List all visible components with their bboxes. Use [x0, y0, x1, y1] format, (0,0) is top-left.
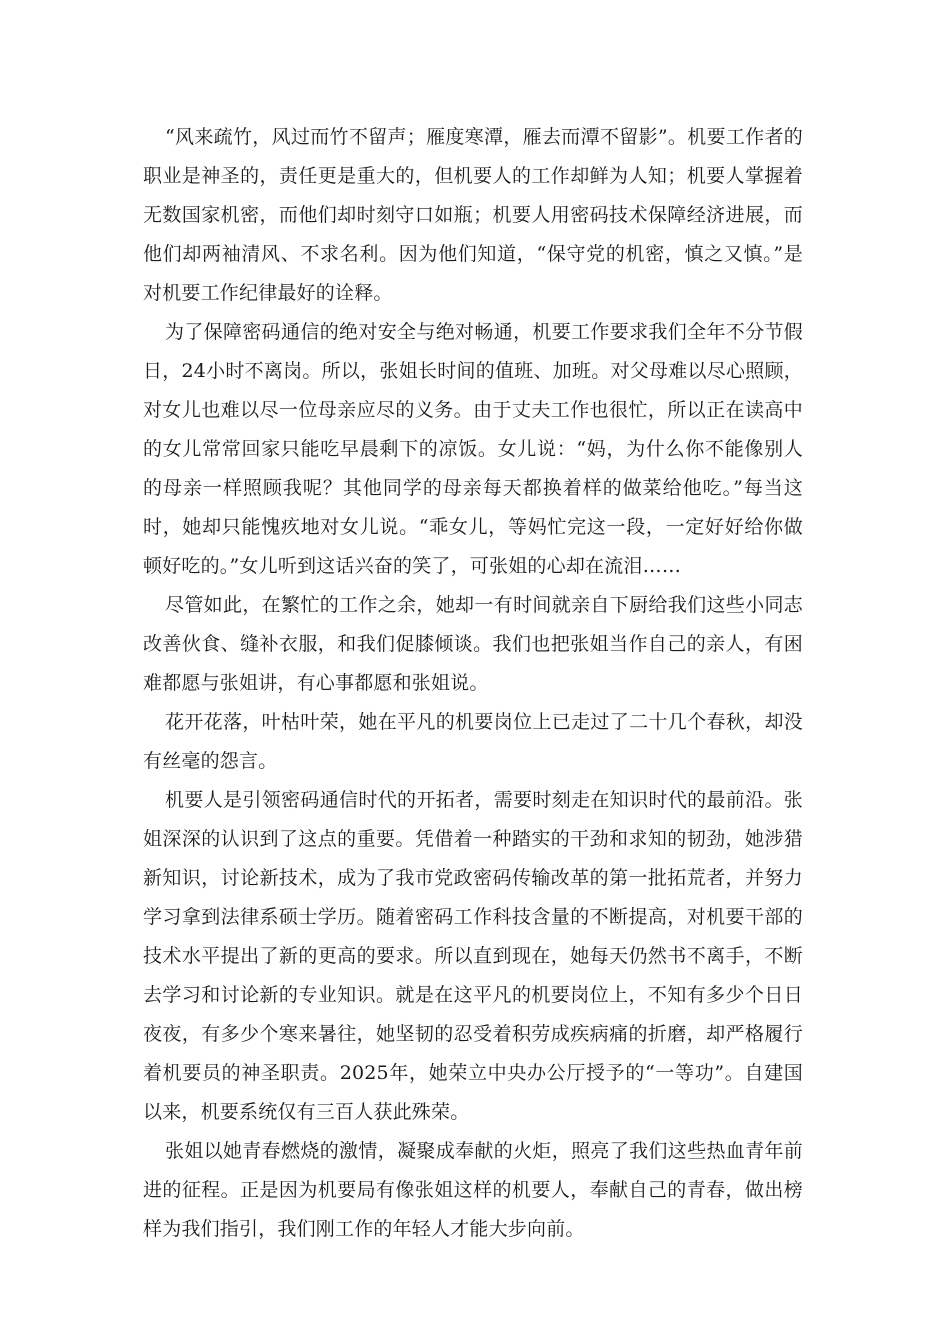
paragraph-3: 尽管如此，在繁忙的工作之余，她却一有时间就亲自下厨给我们这些小同志改善伙食、缝补衣服，和我们促膝倾谈。我们也把张姐当作自己的亲人，有困难都愿与张姐讲，有心事都愿和张姐说。	[143, 594, 803, 694]
paragraph-6: 张姐以她青春燃烧的激情，凝聚成奉献的火炬，照亮了我们这些热血青年前进的征程。正是因为机要局有像张姐这样的机要人，奉献自己的青春，做出榜样为我们指引，我们刚工作的年轻人才能大步向前。	[143, 1140, 803, 1240]
document-body	[143, 118, 803, 1249]
paragraph-4: 花开花落，叶枯叶荣，她在平凡的机要岗位上已走过了二十几个春秋，却没有丝毫的怨言。	[143, 711, 803, 772]
paragraph-2: 为了保障密码通信的绝对安全与绝对畅通，机要工作要求我们全年不分节假日，24小时不离岗。所以，张姐长时间的值班、加班。对父母难以尽心照顾，对女儿也难以尽一位母亲应尽的义务。由于丈夫工作也很忙，所以正在读高中的女儿常常回家只能吃早晨剩下的凉饭。女儿说：“妈，为什么你不能像别人的母亲一样照顾我呢？其他同学的母亲每天都换着样的做菜给他吃。”每当这时，她却只能愧疚地对女儿说。“乖女儿，等妈忙完这一段，一定好好给你做顿好吃的。”女儿听到这话兴奋的笑了，可张姐的心却在流泪……	[143, 321, 803, 577]
paragraph-1: “风来疏竹，风过而竹不留声；雁度寒潭，雁去而潭不留影”。机要工作者的职业是神圣的，责任更是重大的，但机要人的工作却鲜为人知；机要人掌握着无数国家机密，而他们却时刻守口如瓶；机要人用密码技术保障经济进展，而他们却两袖清风、不求名利。因为他们知道，“保守党的机密，慎之又慎。”是对机要工作纪律最好的诠释。	[143, 126, 803, 304]
paragraph-5: 机要人是引领密码通信时代的开拓者，需要时刻走在知识时代的最前沿。张姐深深的认识到了这点的重要。凭借着一种踏实的干劲和求知的韧劲，她涉猎新知识，讨论新技术，成为了我市党政密码传输改革的第一批拓荒者，并努力学习拿到法律系硕士学历。随着密码工作科技含量的不断提高，对机要干部的技术水平提出了新的更高的要求。所以直到现在，她每天仍然书不离手，不断去学习和讨论新的专业知识。就是在这平凡的机要岗位上，不知有多少个日日夜夜，有多少个寒来暑往，她坚韧的忍受着积劳成疾病痛的折磨，却严格履行着机要员的神圣职责。2025年，她荣立中央办公厅授予的“一等功”。自建国以来，机要系统仅有三百人获此殊荣。	[143, 789, 803, 1123]
